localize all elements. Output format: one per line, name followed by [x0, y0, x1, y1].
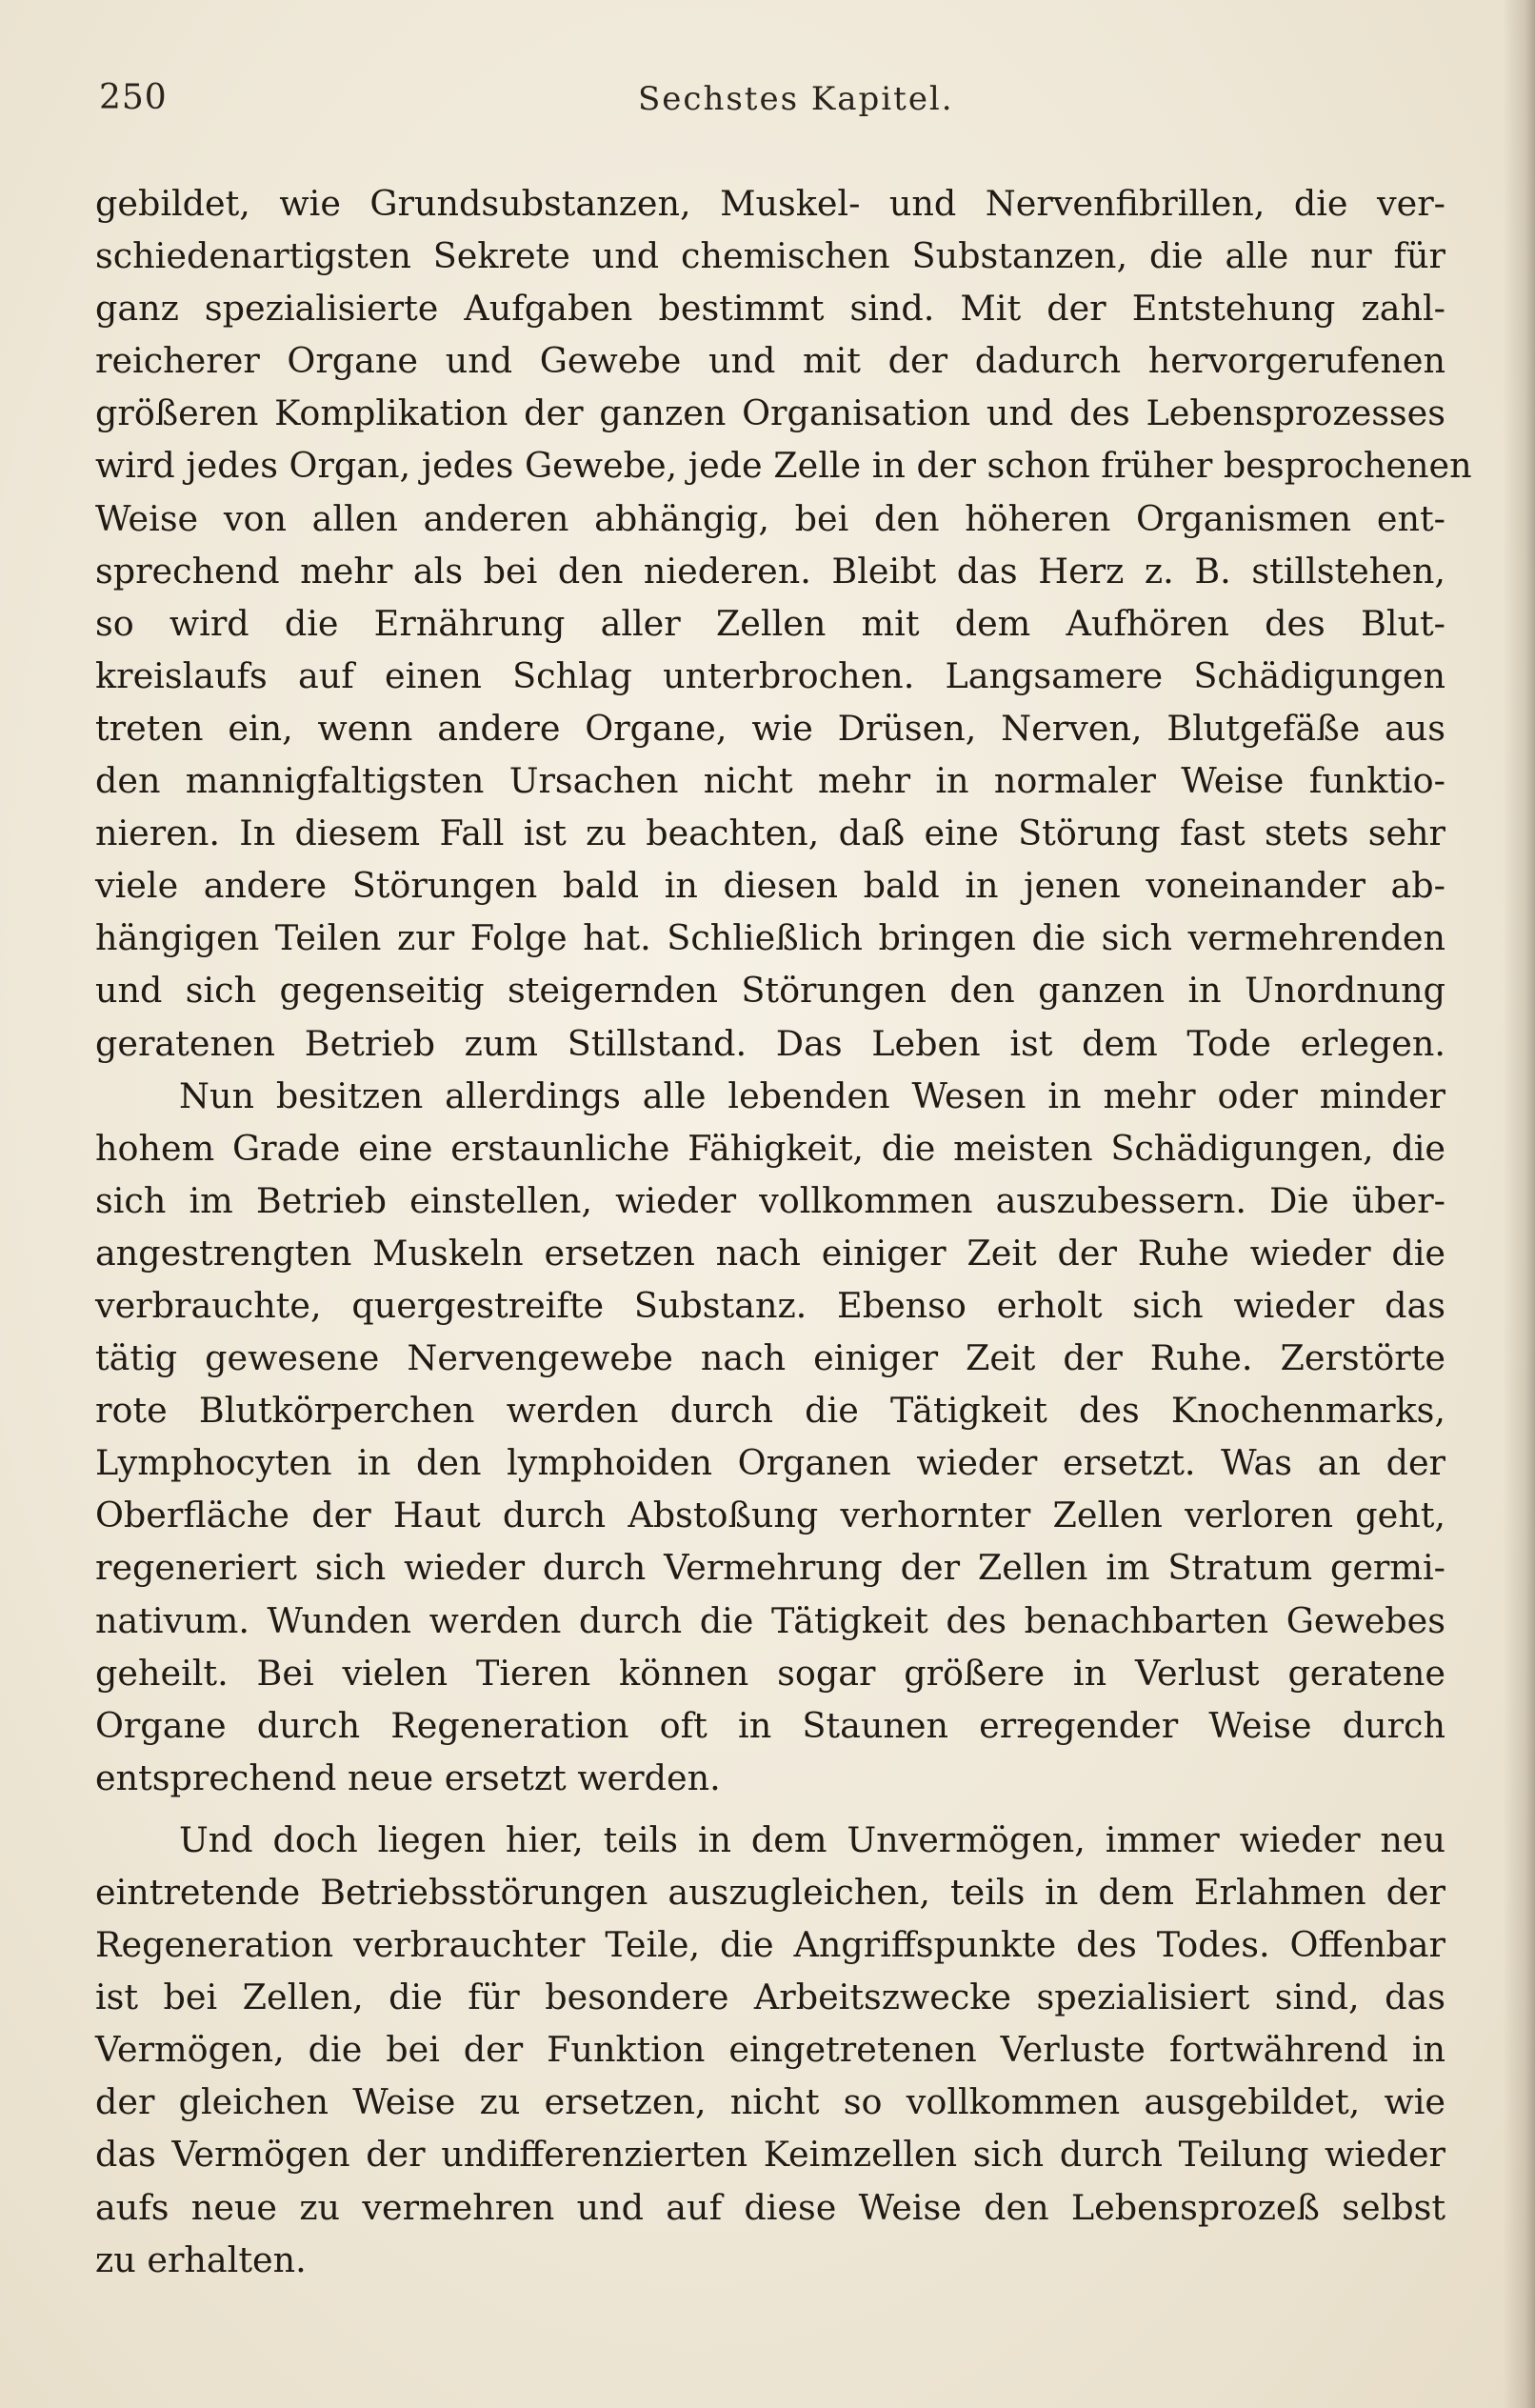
- text-line: Regeneration verbrauchter Teile, die Angriffspunkte des Todes. Offenbar: [95, 1924, 1445, 1966]
- text-line: geheilt. Bei vielen Tieren können sogar größere in Verlust geratene: [95, 1652, 1445, 1694]
- text-line: so wird die Ernährung aller Zellen mit dem Aufhören des Blut-: [95, 602, 1445, 644]
- text-line: nieren. In diesem Fall ist zu beachten, daß eine Störung fast stets sehr: [95, 813, 1445, 854]
- text-line: kreislaufs auf einen Schlag unterbrochen. Langsamere Schädigungen: [95, 654, 1445, 696]
- text-line: Organe durch Regeneration oft in Staunen erregender Weise durch: [95, 1704, 1445, 1746]
- paragraph-3: [95, 1814, 1445, 2286]
- text-line: nativum. Wunden werden durch die Tätigkeit des benachbarten Gewebes: [95, 1599, 1445, 1641]
- text-line: schiedenartigsten Sekrete und chemischen Substanzen, die alle nur für: [95, 235, 1445, 277]
- text-line: den mannigfaltigsten Ursachen nicht mehr in normaler Weise funktio-: [95, 760, 1445, 802]
- text-line: und sich gegenseitig steigernden Störungen den ganzen in Unordnung: [95, 970, 1445, 1012]
- text-line: Und doch liegen hier, teils in dem Unvermögen, immer wieder neu: [179, 1818, 1445, 1860]
- text-line: regeneriert sich wieder durch Vermehrung der Zellen im Stratum germi-: [95, 1547, 1445, 1589]
- text-line: Lymphocyten in den lymphoiden Organen wieder ersetzt. Was an der: [95, 1442, 1445, 1484]
- text-line: zu erhalten.: [95, 2238, 307, 2280]
- text-line: ist bei Zellen, die für besondere Arbeitszwecke spezialisiert sind, das: [95, 1977, 1445, 2018]
- text-line: wird jedes Organ, jedes Gewebe, jede Zelle in der schon früher besprochenen: [95, 445, 1472, 487]
- text-line: sprechend mehr als bei den niederen. Bleibt das Herz z. B. stillstehen,: [95, 550, 1445, 592]
- text-line: der gleichen Weise zu ersetzen, nicht so vollkommen ausgebildet, wie: [95, 2081, 1445, 2123]
- text-line: größeren Komplikation der ganzen Organisation und des Lebensprozesses: [95, 392, 1445, 434]
- text-line: reicherer Organe und Gewebe und mit der dadurch hervorgerufenen: [95, 340, 1445, 382]
- text-line: aufs neue zu vermehren und auf diese Weise den Lebensprozeß selbst: [95, 2186, 1445, 2228]
- paragraph-1: [95, 177, 1472, 1070]
- page-number: 250: [99, 78, 168, 117]
- chapter-title: Sechstes Kapitel.: [638, 80, 954, 118]
- text-line: entsprechend neue ersetzt werden.: [95, 1756, 721, 1798]
- text-line: rote Blutkörperchen werden durch die Tätigkeit des Knochenmarks,: [95, 1390, 1445, 1432]
- text-line: Vermögen, die bei der Funktion eingetretenen Verluste fortwährend in: [95, 2029, 1445, 2071]
- text-line: Nun besitzen allerdings alle lebenden Wesen in mehr oder minder: [179, 1074, 1445, 1116]
- text-line: angestrengten Muskeln ersetzen nach einiger Zeit der Ruhe wieder die: [95, 1232, 1445, 1274]
- text-line: viele andere Störungen bald in diesen bald in jenen voneinander ab-: [95, 865, 1445, 907]
- text-line: gebildet, wie Grundsubstanzen, Muskel- und Nervenfibrillen, die ver-: [95, 183, 1445, 224]
- text-line: treten ein, wenn andere Organe, wie Drüsen, Nerven, Blutgefäße aus: [95, 707, 1445, 749]
- text-line: ganz spezialisierte Aufgaben bestimmt sind. Mit der Entstehung zahl-: [95, 288, 1445, 330]
- text-line: sich im Betrieb einstellen, wieder vollkommen auszubessern. Die über-: [95, 1179, 1445, 1221]
- text-line: tätig gewesene Nervengewebe nach einiger Zeit der Ruhe. Zerstörte: [95, 1337, 1445, 1379]
- page-edge-shadow: [1503, 0, 1535, 2408]
- text-line: Weise von allen anderen abhängig, bei den höheren Organismen ent-: [95, 497, 1445, 539]
- text-line: hängigen Teilen zur Folge hat. Schließlich bringen die sich vermehrenden: [95, 917, 1445, 959]
- text-line: verbrauchte, quergestreifte Substanz. Ebenso erholt sich wieder das: [95, 1284, 1445, 1326]
- running-head: [99, 78, 1442, 135]
- text-line: geratenen Betrieb zum Stillstand. Das Leben ist dem Tode erlegen.: [95, 1022, 1445, 1064]
- text-line: das Vermögen der undifferenzierten Keimzellen sich durch Teilung wieder: [95, 2134, 1445, 2176]
- paragraph-2: [95, 1070, 1445, 1804]
- text-line: hohem Grade eine erstaunliche Fähigkeit, die meisten Schädigungen, die: [95, 1127, 1445, 1169]
- text-line: eintretende Betriebsstörungen auszugleichen, teils in dem Erlahmen der: [95, 1872, 1445, 1913]
- body-text: [95, 177, 1472, 2286]
- text-line: Oberfläche der Haut durch Abstoßung verhornter Zellen verloren geht,: [95, 1495, 1445, 1536]
